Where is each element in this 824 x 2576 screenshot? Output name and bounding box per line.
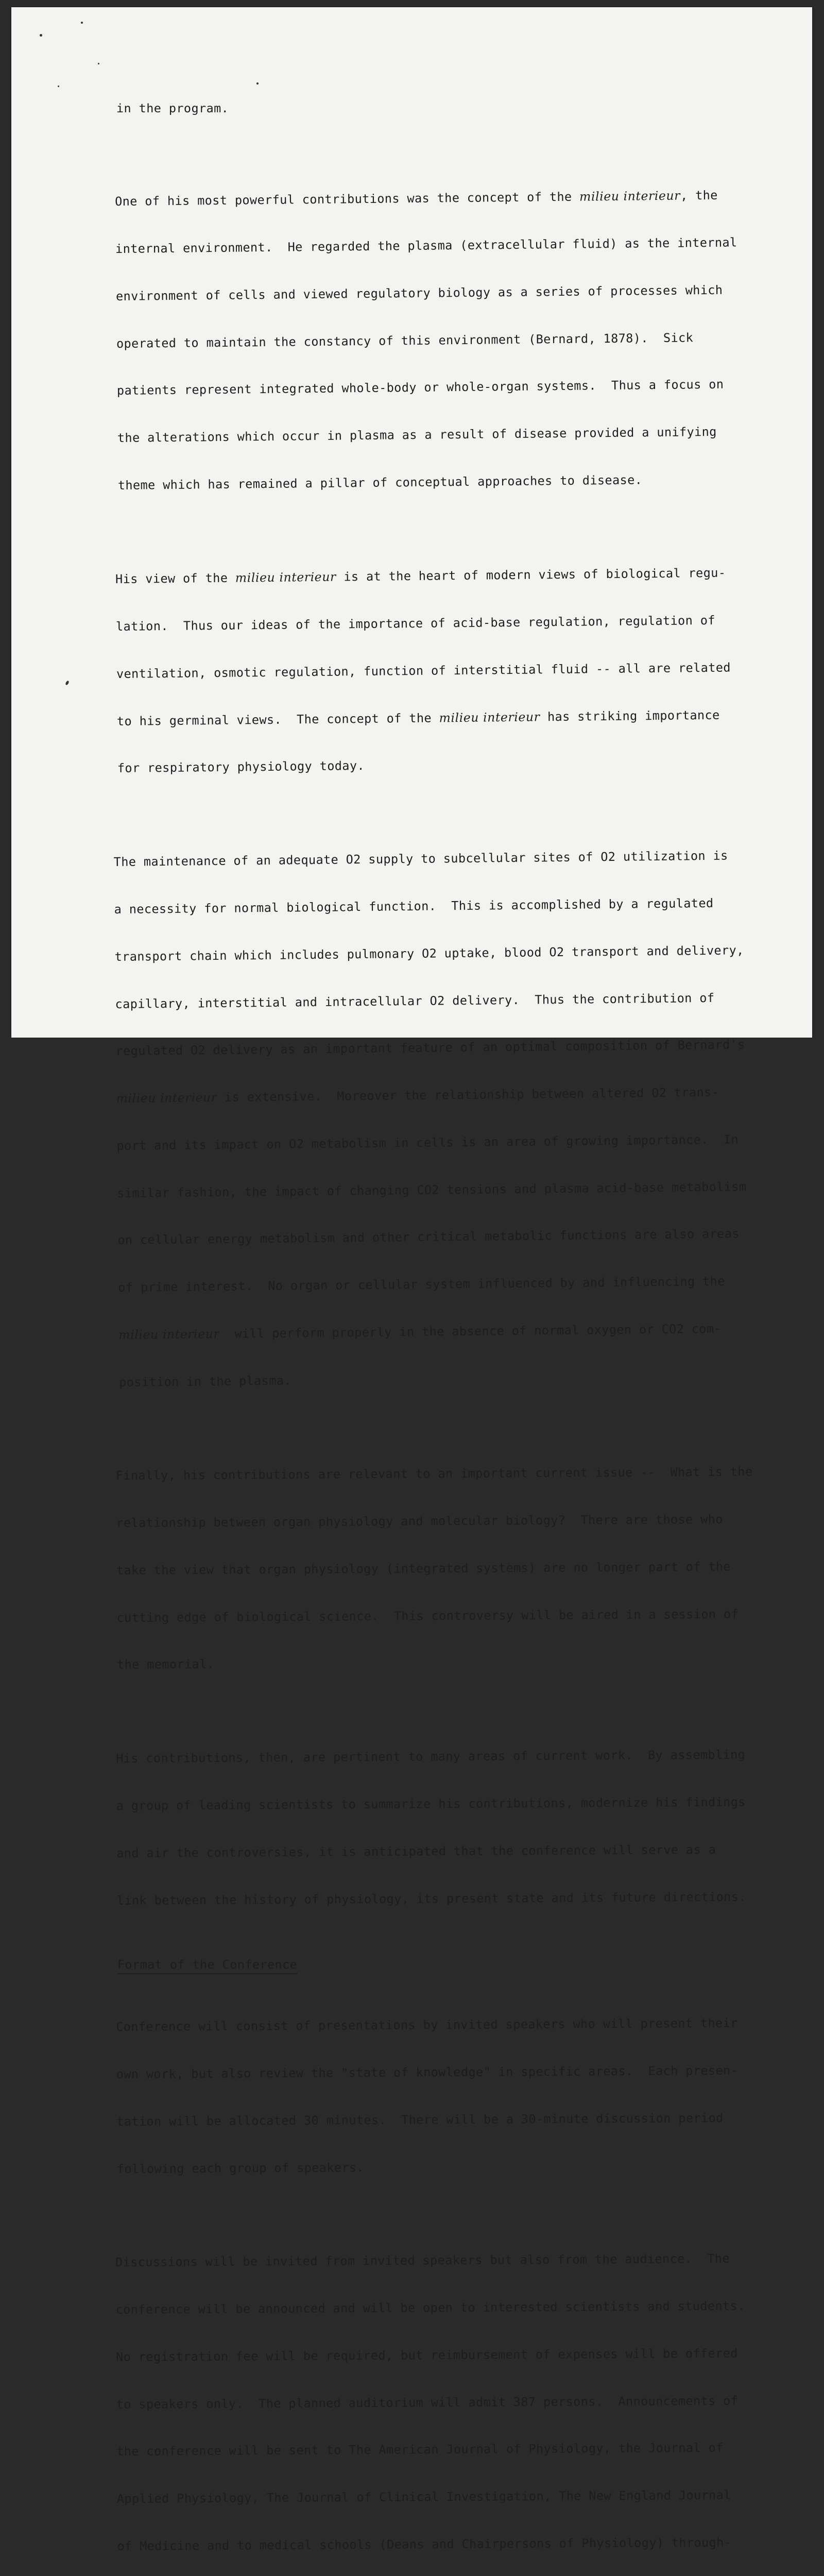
- paper-speck: [81, 22, 83, 24]
- text-line: transport chain which includes pulmonary O2 uptake, blood O2 transport and delivery,: [114, 942, 744, 964]
- text-line: take the view that organ physiology (integrated systems) are no longer part of the: [116, 1559, 731, 1578]
- opening-line: [116, 69, 786, 148]
- text-line: a necessity for normal biological function. This is accomplished by a regulated: [114, 895, 714, 917]
- text-line: Finally, his contributions are relevant to an important current issue -- What is the: [115, 1464, 753, 1483]
- text-line: operated to maintain the constancy of this environment (Bernard, 1878). Sick: [116, 330, 694, 351]
- paper-speck: [65, 680, 70, 685]
- text-line: a group of leading scientists to summarize his contributions, modernize his findings: [116, 1794, 746, 1814]
- text-line: the alterations which occur in plasma as a result of disease provided a unifying: [117, 424, 717, 446]
- text-line: following each group of speakers.: [116, 2160, 365, 2176]
- text-line: One of his most powerful contributions was the concept of the milieu interieur, the: [114, 188, 718, 209]
- paragraph-milieu-interieur: [114, 155, 787, 524]
- text-line: relationship between organ physiology and molecular biology? There are those who: [116, 1512, 723, 1531]
- text-line: link between the history of physiology, its present state and its future directions.: [116, 1889, 746, 1908]
- paper-sheet: [11, 7, 812, 2553]
- text-line: Applied Physiology, The Journal of Clinical Investigation, The New England Journal: [116, 2487, 731, 2506]
- text-line: capillary, interstitial and intracellular O2 delivery. Thus the contribution of: [115, 990, 715, 1011]
- text-line: His contributions, then, are pertinent to many areas of current work. By assembling: [116, 1748, 746, 1766]
- text-line: and air the controversies, it is anticipated that the conference will serve as a: [116, 1842, 716, 1861]
- text-line: milieu interieur will perform properly in the absence of normal oxygen or CO2 com-: [118, 1321, 722, 1342]
- text-line: on cellular energy metabolism and other critical metabolic functions are also areas: [117, 1226, 740, 1248]
- text-line: of prime interest. No organ or cellular system influenced by and influencing the: [118, 1274, 725, 1295]
- paper-speck: [40, 34, 42, 37]
- text-line: cutting edge of biological science. This controversy will be aired in a session of: [116, 1606, 739, 1625]
- section-heading: Format of the Conference: [117, 1957, 297, 1974]
- text-line: own work, but also review the "state of knowledge" in specific areas. Each presen-: [116, 2063, 739, 2081]
- section-heading-wrapper: [116, 1955, 786, 1988]
- italic-term: milieu interieur: [118, 1326, 220, 1342]
- paragraph-biological-regulation: [115, 533, 787, 808]
- paper-speck: [58, 86, 59, 87]
- text-line: to his germinal views. The concept of the milieu interieur has striking importance: [116, 707, 720, 728]
- text-line: lation. Thus our ideas of the importance of acid-base regulation, regulation of: [115, 613, 715, 634]
- text-line: The maintenance of an adequate O2 supply to subcellular sites of O2 utilization is: [113, 848, 728, 869]
- paper-speck: [98, 63, 99, 64]
- text-line: the memorial.: [117, 1657, 215, 1672]
- text-line: His view of the milieu interieur is at the heart of modern views of biological regu-: [115, 565, 726, 586]
- italic-term: milieu interieur: [439, 709, 540, 725]
- text-line: similar fashion, the impact of changing CO2 tensions and plasma acid-base metabolism: [117, 1179, 747, 1200]
- paragraph-format: [116, 1984, 787, 2208]
- text-line: ventilation, osmotic regulation, function of interstitial fluid -- all are related: [116, 659, 731, 681]
- paragraph-discussions: [115, 2219, 787, 2576]
- italic-term: milieu interieur: [579, 188, 681, 204]
- text-line: Conference will consist of presentations by invited speakers who will present their: [116, 2015, 738, 2034]
- text-line: regulated O2 delivery as an important feature of an optimal composition of Bernard's: [115, 1037, 745, 1059]
- text-line: the conference will be sent to The American Journal of Physiology, the Journal of: [116, 2441, 724, 2459]
- paragraph-oxygen-supply: [113, 816, 789, 1421]
- text-line: position in the plasma.: [119, 1372, 292, 1389]
- text-line: theme which has remained a pillar of conceptual approaches to disease.: [117, 472, 643, 493]
- text-line: milieu interieur is extensive. Moreover the relationship between altered O2 trans-: [116, 1084, 719, 1106]
- text-line: Discussions will be invited from invited speakers but also from the audience. The: [115, 2251, 730, 2270]
- text-line: port and its impact on O2 metabolism in cells is an area of growing importance. In: [116, 1131, 739, 1153]
- text-line: for respiratory physiology today.: [117, 758, 365, 775]
- text-line: No registration fee will be required, but reimbursement of expenses will be offered: [116, 2346, 738, 2364]
- text-line: tation will be allocated 30 minutes. There will be a 30-minute discussion period: [116, 2110, 724, 2129]
- text-line: internal environment. He regarded the plasma (extracellular fluid) as the internal: [115, 235, 737, 256]
- document-body: [113, 69, 786, 2576]
- text-line: of Medicine and to medical schools (Deans and Chairpersons of Physiology) through-: [117, 2535, 732, 2553]
- italic-term: milieu interieur: [235, 569, 336, 585]
- paragraph-contributions: [116, 1715, 787, 1940]
- text-line: conference will be announced and will be open to interested scientists and students.: [115, 2298, 745, 2317]
- text-line: environment of cells and viewed regulatory biology as a series of processes which: [115, 282, 723, 303]
- text-line: in the program.: [116, 101, 229, 116]
- paragraph-organ-physiology: [115, 1432, 786, 1704]
- text-line: to speakers only. The planned auditorium will admit 387 persons. Announcements of: [116, 2393, 739, 2412]
- italic-term: milieu interieur: [116, 1090, 217, 1106]
- text-line: patients represent integrated whole-body or whole-organ systems. Thus a focus on: [116, 377, 724, 398]
